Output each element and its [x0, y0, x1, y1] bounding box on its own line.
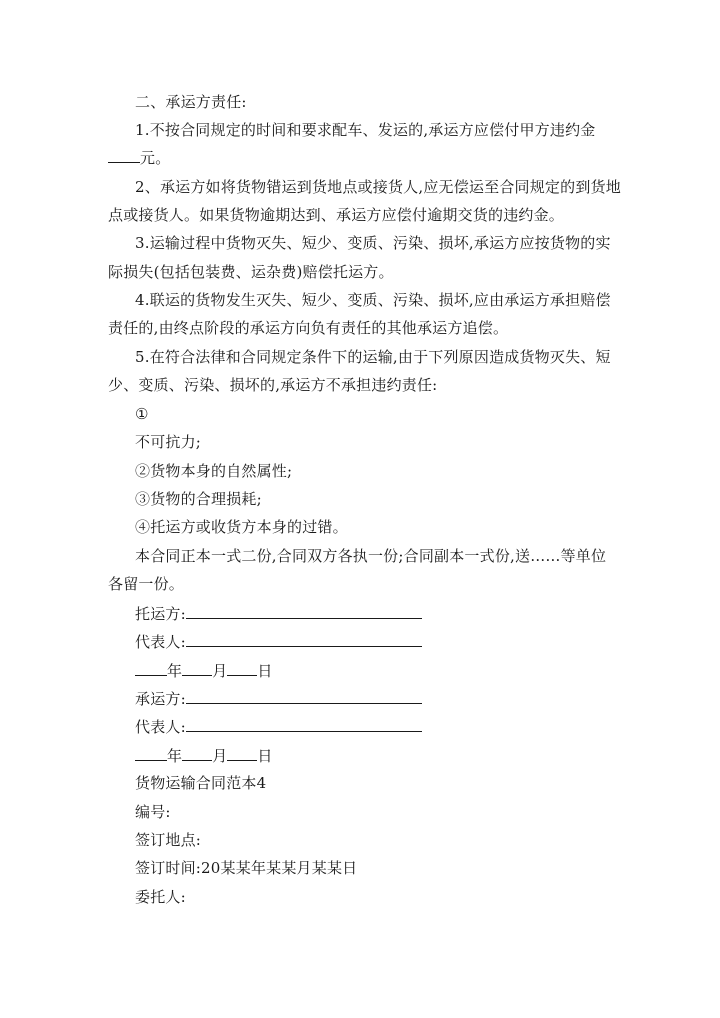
sign-place-label: 签订地点:	[135, 831, 202, 849]
shipper-rep-label: 代表人:	[135, 633, 186, 651]
copies-line-1: 本合同正本一式二份,合同双方各执一份;合同副本一式份,送……等单位	[135, 547, 607, 565]
exempt-1: 不可抗力;	[135, 433, 202, 451]
item-2-line-2: 点或接货人。如果货物逾期达到、承运方应偿付逾期交货的违约金。	[108, 206, 565, 224]
shipper-signature-line	[135, 603, 422, 624]
day-label: 日	[257, 662, 273, 680]
day-blank	[227, 745, 257, 761]
section-title: 二、承运方责任:	[135, 93, 247, 111]
client-label: 委托人:	[135, 888, 186, 906]
exempt-4: ④托运方或收货方本身的过错。	[135, 518, 348, 536]
month-blank	[182, 660, 212, 676]
date-line-1	[135, 660, 273, 681]
sign-time: 签订时间:20某某年某某月某某日	[135, 859, 358, 877]
carrier-signature-line	[135, 688, 422, 709]
item-5-line-1: 5.在符合法律和合同规定条件下的运输,由于下列原因造成货物灭失、短	[135, 348, 611, 366]
carrier-rep-line	[135, 716, 422, 737]
year-blank	[135, 660, 167, 676]
item-4-line-1: 4.联运的货物发生灭失、短少、变质、污染、损坏,应由承运方承担赔偿	[135, 291, 611, 309]
exempt-3: ③货物的合理损耗;	[135, 490, 262, 508]
item-4-line-2: 责任的,由终点阶段的承运方向负有责任的其他承运方追偿。	[108, 319, 509, 337]
month-blank	[182, 745, 212, 761]
year-label: 年	[167, 747, 183, 765]
blank-underline	[108, 147, 140, 163]
shipper-rep-underline	[186, 631, 422, 647]
carrier-rep-underline	[186, 716, 422, 732]
year-label: 年	[167, 662, 183, 680]
shipper-rep-line	[135, 631, 422, 652]
item-5-line-2: 少、变质、污染、损坏的,承运方不承担违约责任:	[108, 376, 438, 394]
item-1-suffix: 元。	[140, 149, 171, 167]
date-line-2	[135, 745, 273, 766]
copies-line-2: 各留一份。	[108, 575, 185, 593]
exempt-marker: ①	[135, 405, 149, 423]
item-3-line-2: 际损失(包括包装费、运杂费)赔偿托运方。	[108, 263, 394, 281]
carrier-underline	[186, 688, 422, 704]
number-label: 编号:	[135, 803, 171, 821]
carrier-label: 承运方:	[135, 690, 186, 708]
shipper-underline	[186, 603, 422, 619]
exempt-2: ②货物本身的自然属性;	[135, 462, 293, 480]
next-contract-title: 货物运输合同范本4	[135, 774, 267, 792]
item-3-line-1: 3.运输过程中货物灭失、短少、变质、污染、损坏,承运方应按货物的实	[135, 234, 611, 252]
item-2-line-1: 2、承运方如将货物错运到货地点或接货人,应无偿运至合同规定的到货地	[135, 178, 621, 196]
shipper-label: 托运方:	[135, 605, 186, 623]
carrier-rep-label: 代表人:	[135, 718, 186, 736]
month-label: 月	[212, 747, 228, 765]
month-label: 月	[212, 662, 228, 680]
item-1-line-1: 1.不按合同规定的时间和要求配车、发运的,承运方应偿付甲方违约金	[135, 121, 596, 139]
item-1-line-2	[108, 147, 170, 168]
day-label: 日	[257, 747, 273, 765]
day-blank	[227, 660, 257, 676]
year-blank	[135, 745, 167, 761]
